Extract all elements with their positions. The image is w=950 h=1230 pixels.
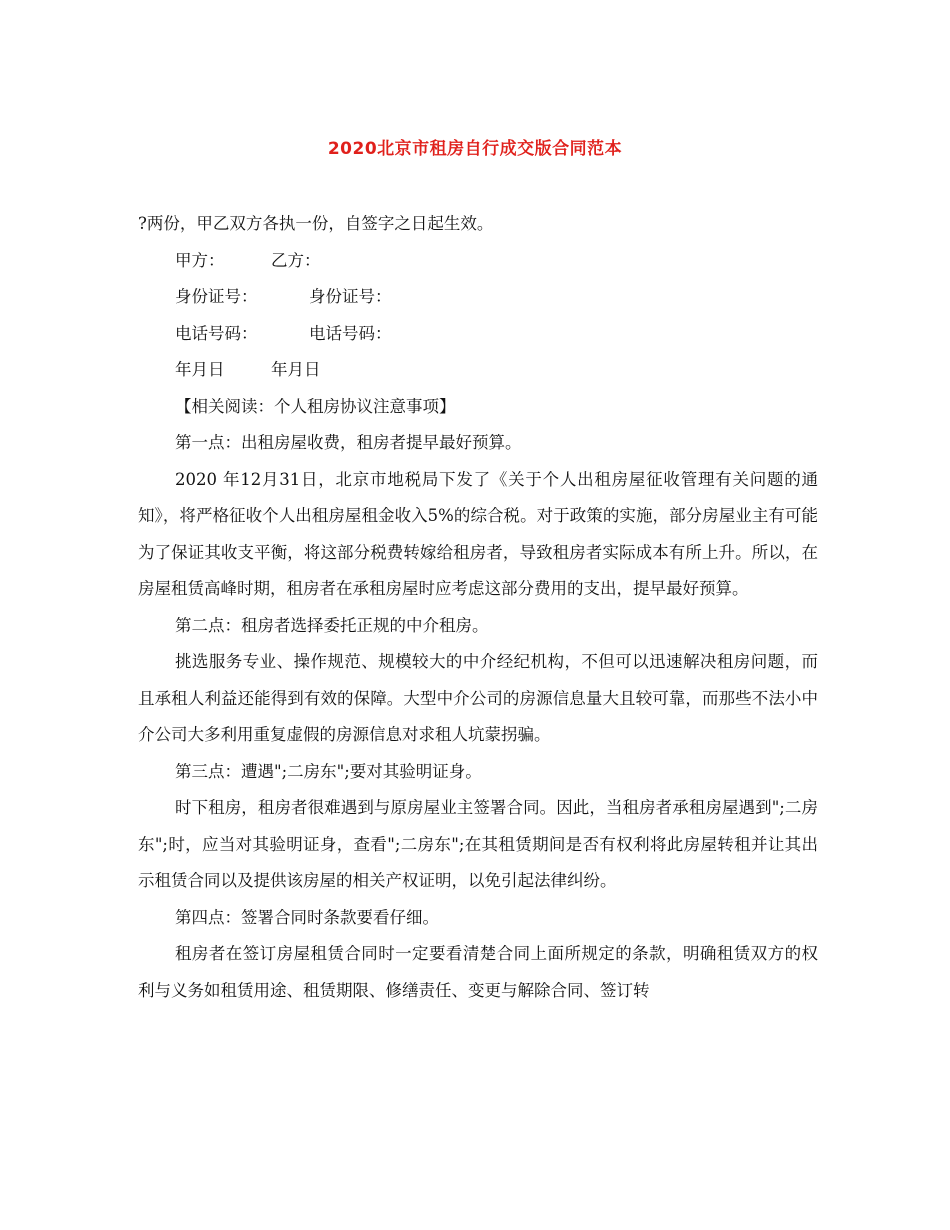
signature-date-b: 年月日 bbox=[271, 360, 321, 379]
section-4-heading: 第四点：签署合同时条款要看仔细。 bbox=[175, 907, 439, 927]
section-2-body: 挑选服务专业、操作规范、规模较大的中介经纪机构，不但可以迅速解决租房问题，而且承租人利益还能得到有效的保障。大型中介公司的房源信息量大且较可靠，而那些不法小中介公司大多利用重复虚假的房源信息对求租人坑蒙拐骗。 bbox=[138, 652, 818, 744]
signature-row-id bbox=[138, 279, 818, 316]
section-3-body: 时下租房，租房者很难遇到与原房屋业主签署合同。因此，当租房者承租房屋遇到";二房东";时，应当对其验明证身，查看";二房东";在其租赁期间是否有权利将此房屋转租并让其出示租赁合同以及提供该房屋的相关产权证明，以免引起法律纠纷。 bbox=[138, 798, 818, 890]
signature-row-date bbox=[138, 352, 818, 389]
document-title: 2020北京市租房自行成交版合同范本 bbox=[327, 139, 623, 159]
signature-party-a: 甲方： bbox=[175, 250, 225, 270]
signature-id-b: 身份证号： bbox=[309, 287, 392, 306]
document-body bbox=[138, 206, 818, 1009]
section-1-heading: 第一点：出租房屋收费，租房者提早最好预算。 bbox=[175, 433, 522, 452]
signature-row-party bbox=[138, 243, 818, 280]
signature-phone-b: 电话号码： bbox=[309, 323, 392, 343]
section-3-heading: 第三点：遭遇";二房东";要对其验明证身。 bbox=[175, 761, 482, 781]
signature-party-b: 乙方： bbox=[271, 250, 321, 270]
opening-line: ?两份，甲乙双方各执一份，自签字之日起生效。 bbox=[138, 214, 494, 233]
section-1-body: 2020 年12月31日，北京市地税局下发了《关于个人出租房屋征收管理有关问题的通知》，将严格征收个人出租房屋租金收入5%的综合税。对于政策的实施，部分房屋业主有可能为了保证其收支平衡，将这部分税费转嫁给租房者，导致租房者实际成本有所上升。所以，在房屋租赁高峰时期，租房者在承租房屋时应考虑这部分费用的支出，提早最好预算。 bbox=[138, 469, 818, 598]
signature-row-phone bbox=[138, 316, 818, 353]
section-2-heading: 第二点：租房者选择委托正规的中介租房。 bbox=[175, 615, 489, 635]
signature-id-a: 身份证号： bbox=[175, 287, 258, 306]
section-4-body: 租房者在签订房屋租赁合同时一定要看清楚合同上面所规定的条款，明确租赁双方的权利与义务如租赁用途、租赁期限、修缮责任、变更与解除合同、签订转 bbox=[138, 944, 818, 1000]
signature-date-a: 年月日 bbox=[175, 360, 225, 379]
signature-phone-a: 电话号码： bbox=[175, 323, 258, 343]
related-heading: 【相关阅读：个人租房协议注意事项】 bbox=[175, 396, 456, 416]
